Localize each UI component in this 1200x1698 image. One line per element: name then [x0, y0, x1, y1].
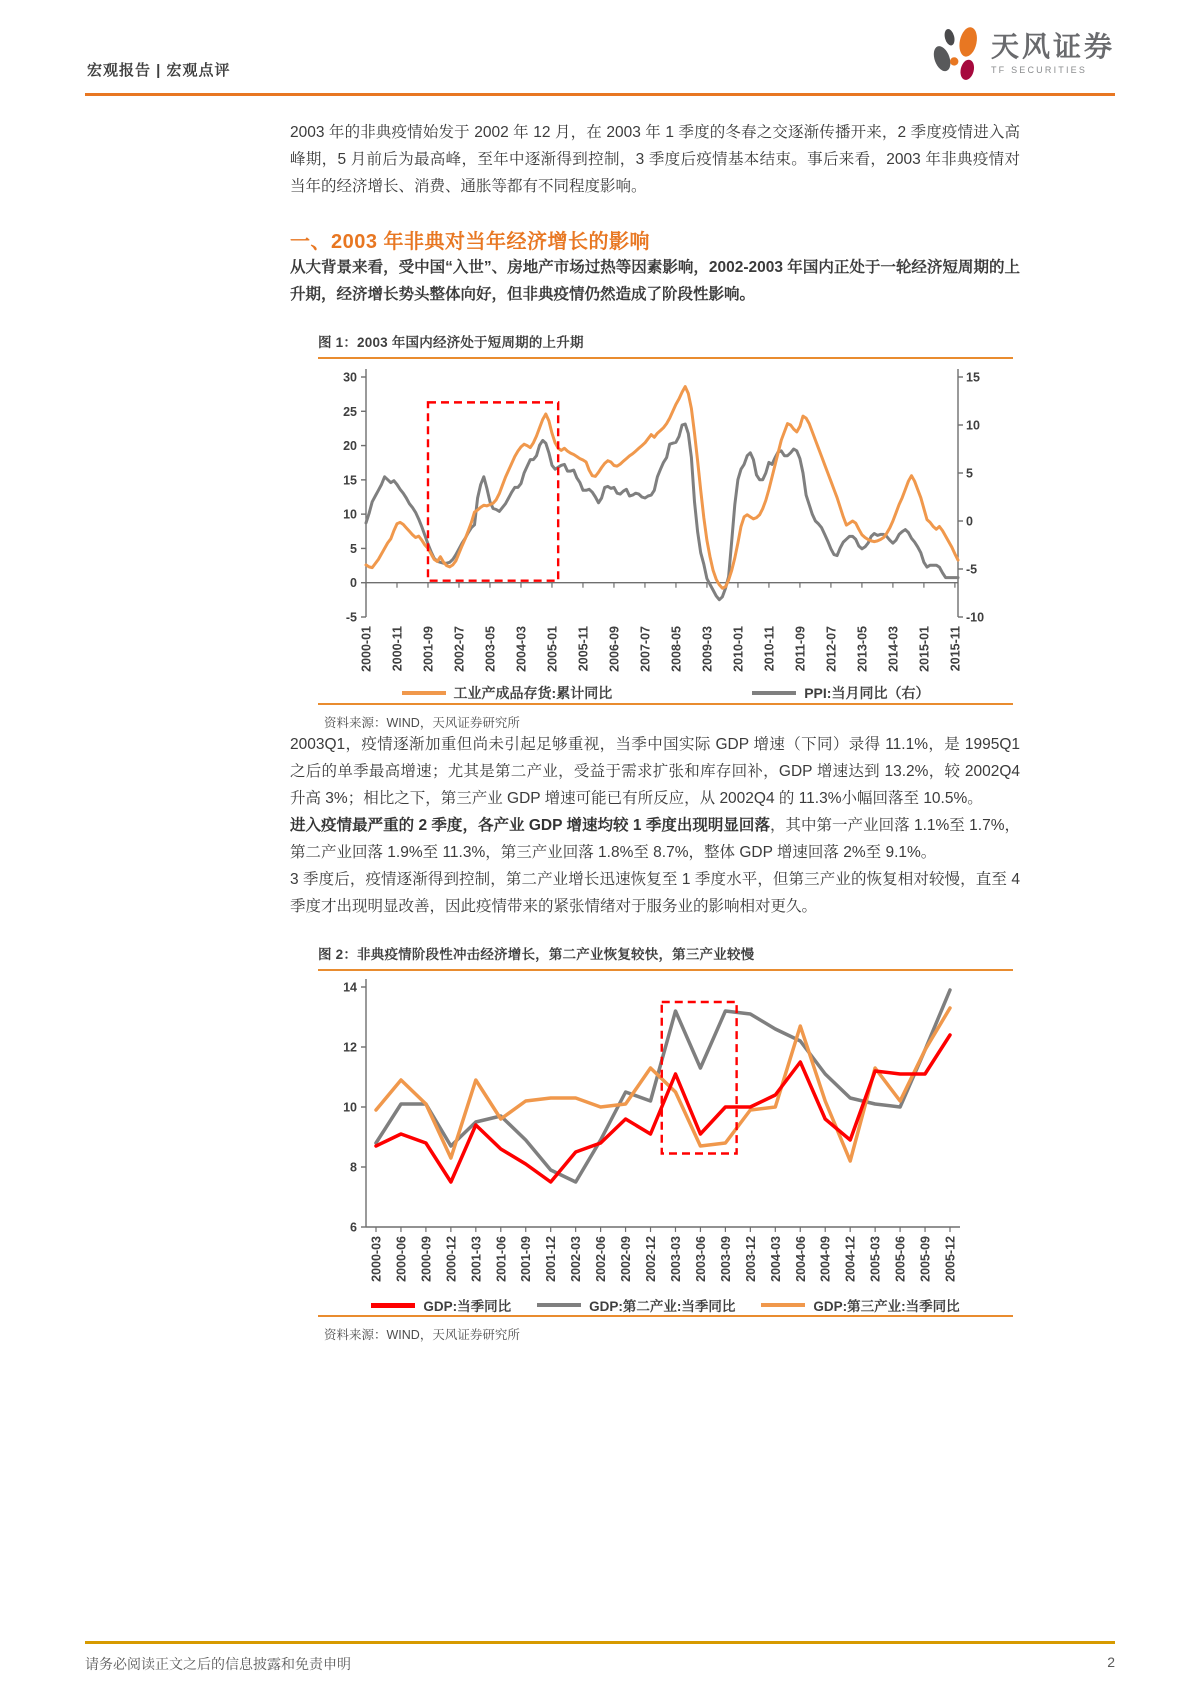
- svg-text:2000-09: 2000-09: [419, 1236, 434, 1282]
- svg-text:2001-12: 2001-12: [544, 1236, 559, 1282]
- svg-text:-5: -5: [966, 562, 978, 577]
- figure1-legend: [318, 683, 1013, 703]
- brand-text: [991, 33, 1115, 75]
- svg-text:5: 5: [350, 541, 357, 556]
- svg-text:15: 15: [966, 370, 980, 385]
- svg-text:2003-12: 2003-12: [743, 1236, 758, 1282]
- svg-text:2009-03: 2009-03: [700, 626, 715, 672]
- svg-text:2003-09: 2003-09: [718, 1236, 733, 1282]
- q2-analysis-paragraph: [290, 812, 1020, 866]
- svg-text:6: 6: [350, 1220, 357, 1235]
- svg-text:15: 15: [343, 473, 357, 488]
- q2-bold-lead: 进入疫情最严重的 2 季度，各产业 GDP 增速均较 1 季度出现明显回落: [290, 817, 770, 834]
- svg-text:2014-03: 2014-03: [886, 626, 901, 672]
- figure1-source: 资料来源：WIND，天风证券研究所: [324, 716, 520, 730]
- footer-disclaimer: 请务必阅读正文之后的信息披露和免责申明: [85, 1656, 351, 1672]
- tf-logo-petals-icon: [930, 24, 984, 84]
- figure2-chart: [318, 975, 1013, 1295]
- figure1-top-rule: [318, 357, 1013, 359]
- report-category: 宏观报告 | 宏观点评: [87, 62, 231, 79]
- legend-label: PPI:当月同比（右）: [804, 685, 930, 701]
- brand-name-cn: 天风证券: [990, 31, 1115, 62]
- legend-label: 工业产成品存货:累计同比: [453, 685, 613, 701]
- svg-text:2010-11: 2010-11: [762, 626, 777, 672]
- svg-text:2003-03: 2003-03: [668, 1236, 683, 1282]
- svg-text:2003-05: 2003-05: [483, 626, 498, 672]
- tertiary-industry-swatch-icon: [761, 1303, 805, 1307]
- svg-text:0: 0: [350, 576, 357, 591]
- legend-label: GDP:第二产业:当季同比: [589, 1299, 736, 1314]
- figure2-top-rule: [318, 969, 1013, 971]
- svg-text:20: 20: [343, 439, 357, 454]
- svg-text:2005-03: 2005-03: [868, 1236, 883, 1282]
- svg-text:2002-09: 2002-09: [619, 1236, 634, 1282]
- svg-text:2002-06: 2002-06: [594, 1236, 609, 1282]
- inventory-series-swatch-icon: [402, 691, 446, 695]
- svg-text:-10: -10: [966, 610, 985, 625]
- secondary-industry-swatch-icon: [537, 1303, 581, 1307]
- svg-text:2004-03: 2004-03: [768, 1236, 783, 1282]
- section-heading: 一、2003 年非典对当年经济增长的影响: [290, 231, 651, 253]
- brand-name-en: TF SECURITIES: [990, 65, 1088, 75]
- svg-text:2015-11: 2015-11: [948, 626, 963, 672]
- svg-text:2007-07: 2007-07: [638, 626, 653, 672]
- ppi-series-swatch-icon: [752, 691, 796, 695]
- svg-text:12: 12: [343, 1040, 357, 1055]
- svg-text:2004-12: 2004-12: [843, 1236, 858, 1282]
- legend-item: [537, 1295, 735, 1315]
- svg-text:2005-11: 2005-11: [576, 626, 591, 672]
- legend-item: [752, 683, 929, 703]
- svg-text:2004-09: 2004-09: [818, 1236, 833, 1282]
- svg-text:2002-07: 2002-07: [452, 626, 467, 672]
- figure2-source: 资料来源：WIND，天风证券研究所: [324, 1328, 520, 1342]
- svg-text:2005-06: 2005-06: [893, 1236, 908, 1282]
- svg-text:2002-03: 2002-03: [569, 1236, 584, 1282]
- svg-text:2001-09: 2001-09: [421, 626, 436, 672]
- svg-text:10: 10: [343, 1100, 357, 1115]
- svg-text:2012-07: 2012-07: [824, 626, 839, 672]
- svg-text:2001-06: 2001-06: [494, 1236, 509, 1282]
- q1-analysis-paragraph: 2003Q1，疫情逐渐加重但尚未引起足够重视，当季中国实际 GDP 增速（下同）录得 11.1%，是 1995Q1 之后的单季最高增速；尤其是第二产业，受益于需求扩张和库存回补，GDP 增速达到 13.2%，较 2002Q4 升高 3%；相比之下，第三产业 GDP 增速可能已有所反应，从 2002Q4 的 11.3%小幅回落至 10.5%。: [290, 736, 1020, 807]
- svg-text:2008-05: 2008-05: [669, 626, 684, 672]
- legend-item: [761, 1295, 959, 1315]
- page-header: [85, 0, 1115, 96]
- figure2-title: 图 2：非典疫情阶段性冲击经济增长，第二产业恢复较快，第三产业较慢: [318, 947, 755, 962]
- svg-text:2000-03: 2000-03: [369, 1236, 384, 1282]
- svg-text:8: 8: [350, 1160, 357, 1175]
- intro-paragraph: 2003 年的非典疫情始发于 2002 年 12 月，在 2003 年 1 季度的冬春之交逐渐传播开来，2 季度疫情进入高峰期，5 月前后为最高峰，至年中逐渐得到控制，3 季度后疫情基本结束。事后来看，2003 年非典疫情对当年的经济增长、消费、通胀等都有不同程度影响。: [290, 124, 1020, 195]
- svg-text:14: 14: [343, 980, 357, 995]
- tf-securities-logo: [930, 24, 1115, 84]
- svg-text:2001-09: 2001-09: [519, 1236, 534, 1282]
- svg-text:2011-09: 2011-09: [793, 626, 808, 672]
- svg-text:30: 30: [343, 370, 357, 385]
- svg-text:2006-09: 2006-09: [607, 626, 622, 672]
- svg-text:10: 10: [966, 418, 980, 433]
- legend-item: [371, 1295, 511, 1315]
- q3-analysis-paragraph: 3 季度后，疫情逐渐得到控制，第二产业增长迅速恢复至 1 季度水平，但第三产业的恢复相对较慢，直至 4 季度才出现明显改善，因此疫情带来的紧张情绪对于服务业的影响相对更久。: [290, 871, 1020, 915]
- background-paragraph: 从大背景来看，受中国“入世”、房地产市场过热等因素影响，2002-2003 年国内正处于一轮经济短周期的上升期，经济增长势头整体向好，但非典疫情仍然造成了阶段性影响。: [290, 259, 1020, 303]
- svg-text:10: 10: [343, 507, 357, 522]
- page-footer: [85, 1641, 1115, 1674]
- svg-text:2004-03: 2004-03: [514, 626, 529, 672]
- legend-label: GDP:当季同比: [423, 1299, 512, 1314]
- svg-text:2005-09: 2005-09: [918, 1236, 933, 1282]
- svg-text:2005-12: 2005-12: [943, 1236, 958, 1282]
- svg-text:2001-03: 2001-03: [469, 1236, 484, 1282]
- svg-text:2003-06: 2003-06: [693, 1236, 708, 1282]
- figure-2: [318, 943, 1013, 1343]
- svg-text:2015-01: 2015-01: [917, 626, 932, 672]
- svg-text:2005-01: 2005-01: [545, 626, 560, 672]
- figure-1: [318, 331, 1013, 731]
- svg-text:0: 0: [966, 514, 973, 529]
- report-content: [290, 119, 1020, 1343]
- page-number: 2: [1107, 1654, 1115, 1670]
- figure1-title: 图 1：2003 年国内经济处于短周期的上升期: [318, 335, 584, 350]
- svg-text:2000-11: 2000-11: [390, 626, 405, 672]
- svg-text:2000-06: 2000-06: [394, 1236, 409, 1282]
- figure2-legend: [318, 1295, 1013, 1315]
- svg-text:-5: -5: [345, 610, 357, 625]
- svg-text:5: 5: [966, 466, 973, 481]
- svg-text:2002-12: 2002-12: [644, 1236, 659, 1282]
- svg-text:2013-05: 2013-05: [855, 626, 870, 672]
- figure1-chart: [318, 363, 1013, 683]
- svg-text:2004-06: 2004-06: [793, 1236, 808, 1282]
- q2-rest: ，其中第一产业回落 1.1%至 1.7%，第二产业回落 1.9%至 11.3%，第三产业回落 1.8%至 8.7%，整体 GDP 增速回落 2%至 9.1%。: [290, 817, 1020, 861]
- svg-text:2000-12: 2000-12: [444, 1236, 459, 1282]
- gdp-series-swatch-icon: [371, 1303, 415, 1308]
- svg-text:25: 25: [343, 404, 357, 419]
- legend-item: [402, 683, 613, 703]
- legend-label: GDP:第三产业:当季同比: [813, 1299, 960, 1314]
- svg-text:2010-01: 2010-01: [731, 626, 746, 672]
- svg-text:2000-01: 2000-01: [359, 626, 374, 672]
